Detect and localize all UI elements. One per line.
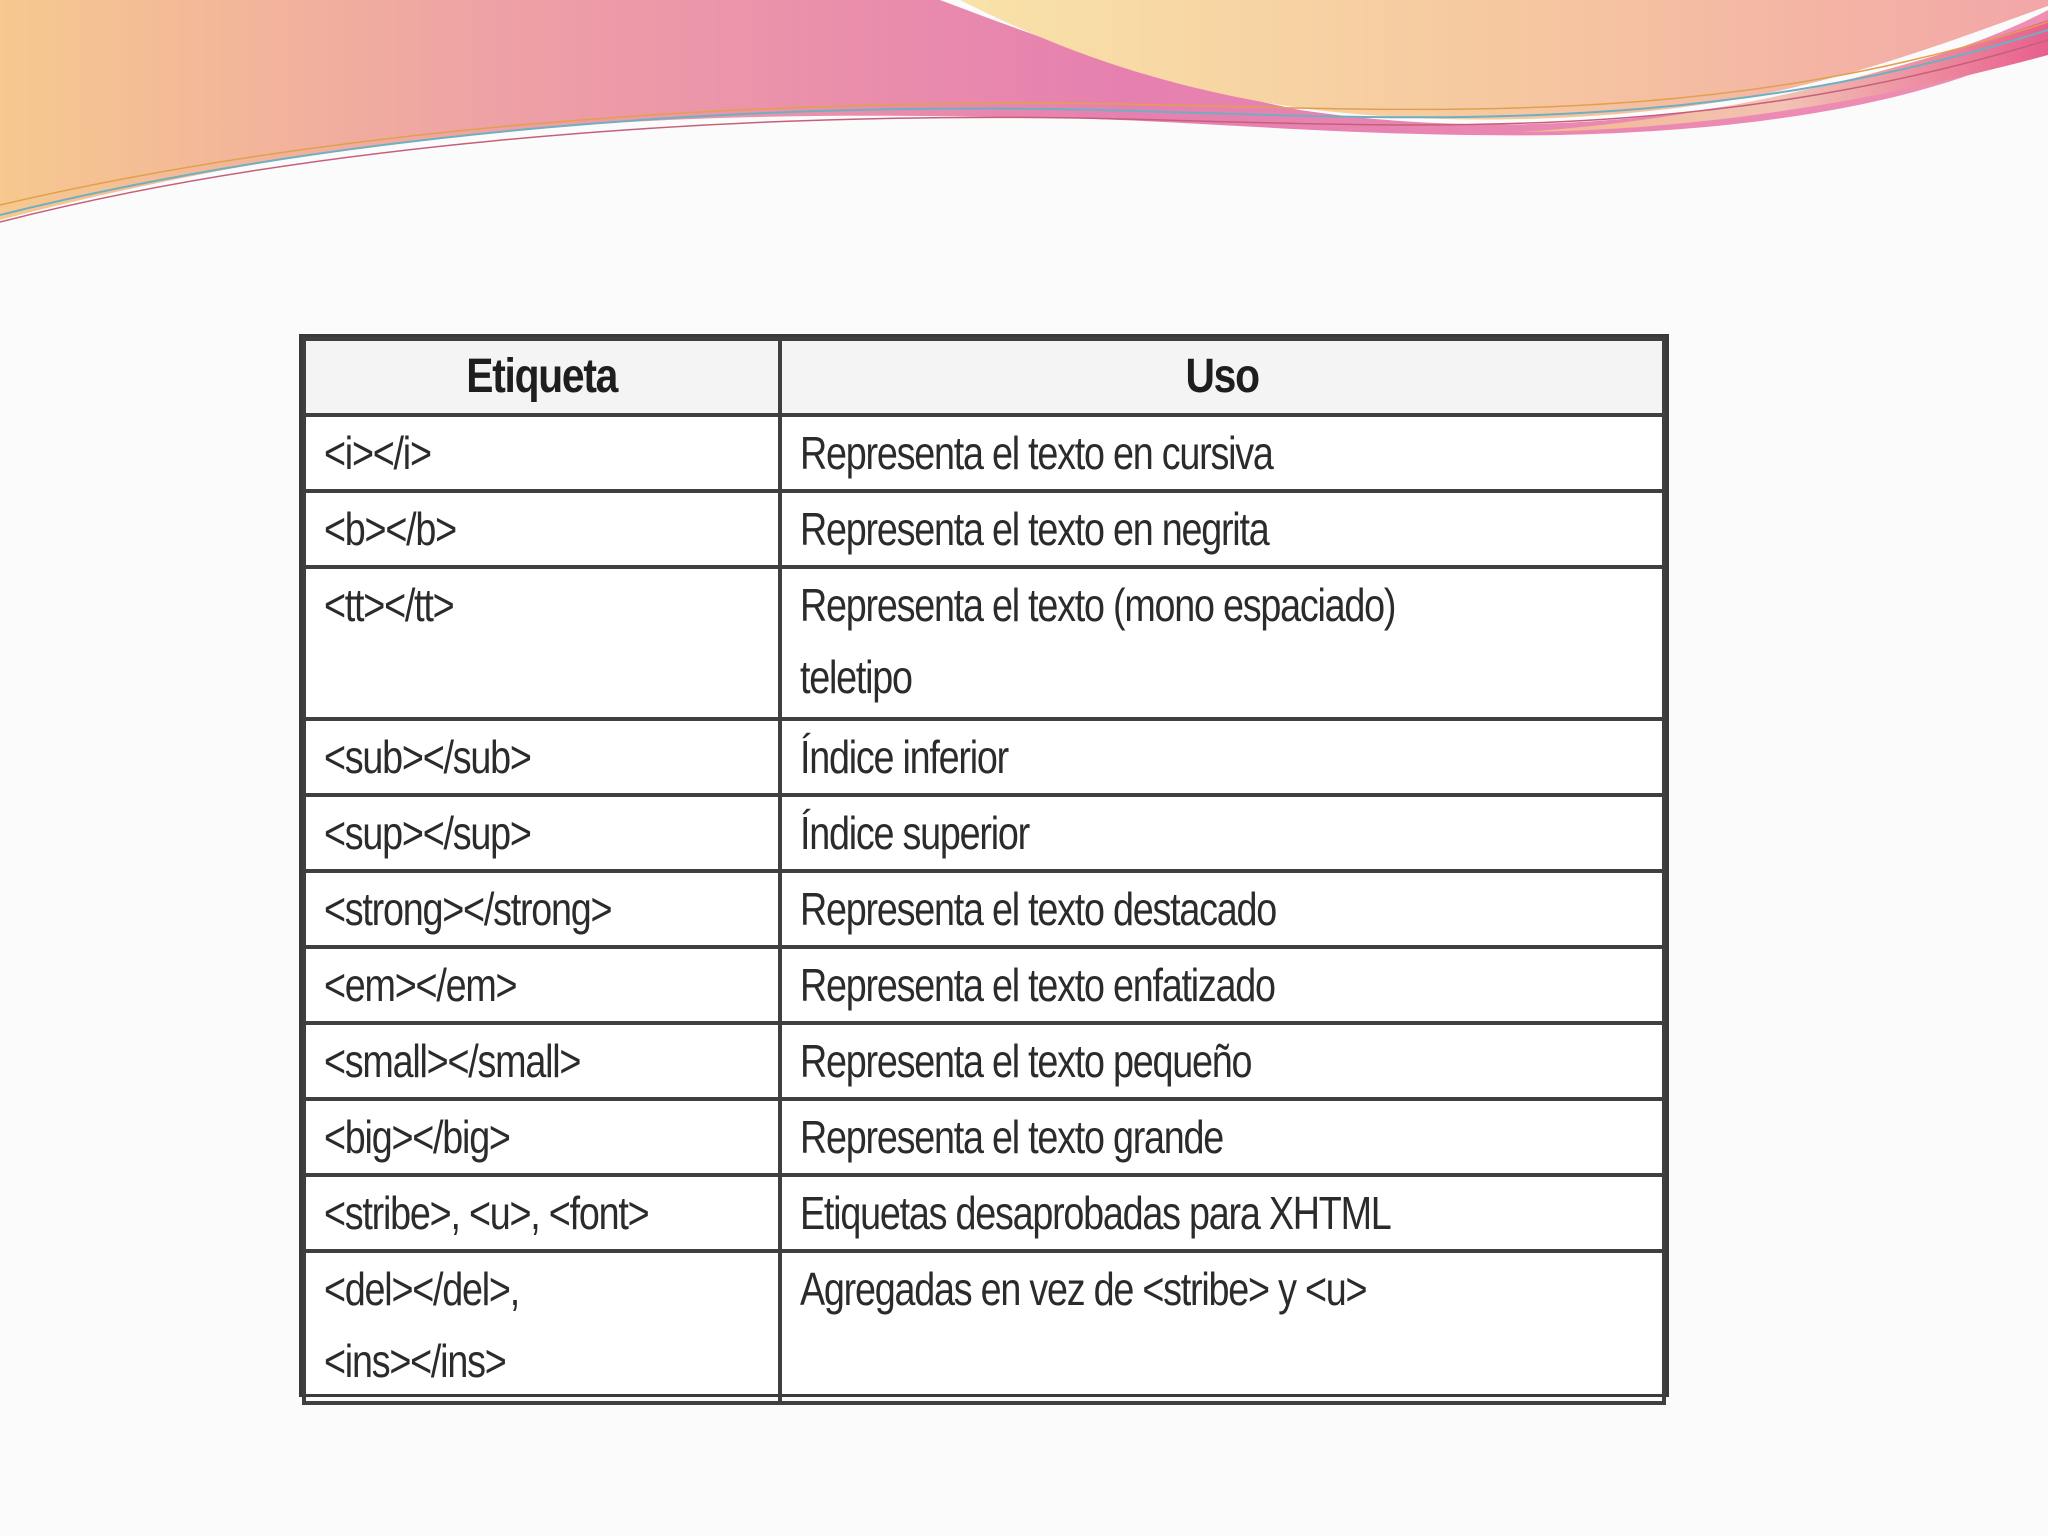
use-text-line: Representa el texto (mono espaciado) (800, 579, 1396, 631)
tag-cell (304, 947, 780, 1023)
tag-text-line: <ins></ins> (324, 1335, 506, 1387)
tag-text-line: <del></del>, (324, 1263, 519, 1315)
use-text: Agregadas en vez de <stribe> y <u> (800, 1263, 1367, 1315)
column-header-etiqueta (304, 339, 780, 415)
use-text: Etiquetas desaprobadas para XHTML (800, 1187, 1391, 1239)
tag-text: <sup></sup> (324, 807, 531, 859)
use-text: Índice inferior (800, 731, 1008, 783)
use-text: Representa el texto en cursiva (800, 427, 1273, 479)
table-row (304, 1099, 1664, 1175)
tag-text: <em></em> (324, 959, 517, 1011)
tag-text: <strong></strong> (324, 883, 612, 935)
use-cell (780, 947, 1664, 1023)
use-text: Representa el texto grande (800, 1111, 1224, 1163)
table-row (304, 1023, 1664, 1099)
tag-text: <i></i> (324, 427, 431, 479)
column-header-label: Uso (1185, 350, 1259, 403)
tag-cell (304, 1099, 780, 1175)
use-text: Representa el texto en negrita (800, 503, 1269, 555)
tag-text: <sub></sub> (324, 731, 531, 783)
use-cell (780, 491, 1664, 567)
use-cell (780, 1023, 1664, 1099)
tag-text: <stribe>, <u>, <font> (324, 1187, 649, 1239)
tag-cell (304, 491, 780, 567)
table-row (304, 719, 1664, 795)
use-text: Índice superior (800, 807, 1029, 859)
use-text-line: teletipo (800, 651, 912, 703)
table-row (304, 795, 1664, 871)
table-row (304, 567, 1664, 719)
tag-cell (304, 795, 780, 871)
use-cell (780, 1099, 1664, 1175)
tag-text: <big></big> (324, 1111, 510, 1163)
use-cell (780, 1251, 1664, 1403)
tag-cell (304, 719, 780, 795)
tag-text: <b></b> (324, 503, 456, 555)
table-header-row (304, 339, 1664, 415)
tag-text: <small></small> (324, 1035, 581, 1087)
tags-table (302, 337, 1666, 1405)
tag-cell (304, 415, 780, 491)
tag-cell (304, 871, 780, 947)
use-cell (780, 567, 1664, 719)
column-header-uso (780, 339, 1664, 415)
table-row (304, 491, 1664, 567)
use-cell (780, 415, 1664, 491)
table-row (304, 415, 1664, 491)
use-cell (780, 719, 1664, 795)
tag-cell (304, 1023, 780, 1099)
tag-text: <tt></tt> (324, 579, 454, 631)
use-text: Representa el texto pequeño (800, 1035, 1252, 1087)
tag-cell (304, 567, 780, 719)
html-tags-table (299, 334, 1669, 1397)
table-row (304, 871, 1664, 947)
table-row (304, 947, 1664, 1023)
use-cell (780, 871, 1664, 947)
column-header-label: Etiqueta (466, 350, 618, 403)
decorative-wave-banner (0, 0, 2048, 240)
tag-cell (304, 1175, 780, 1251)
use-cell (780, 795, 1664, 871)
use-text: Representa el texto enfatizado (800, 959, 1275, 1011)
table-row (304, 1251, 1664, 1403)
use-text: Representa el texto destacado (800, 883, 1276, 935)
table-row (304, 1175, 1664, 1251)
use-cell (780, 1175, 1664, 1251)
tag-cell (304, 1251, 780, 1403)
